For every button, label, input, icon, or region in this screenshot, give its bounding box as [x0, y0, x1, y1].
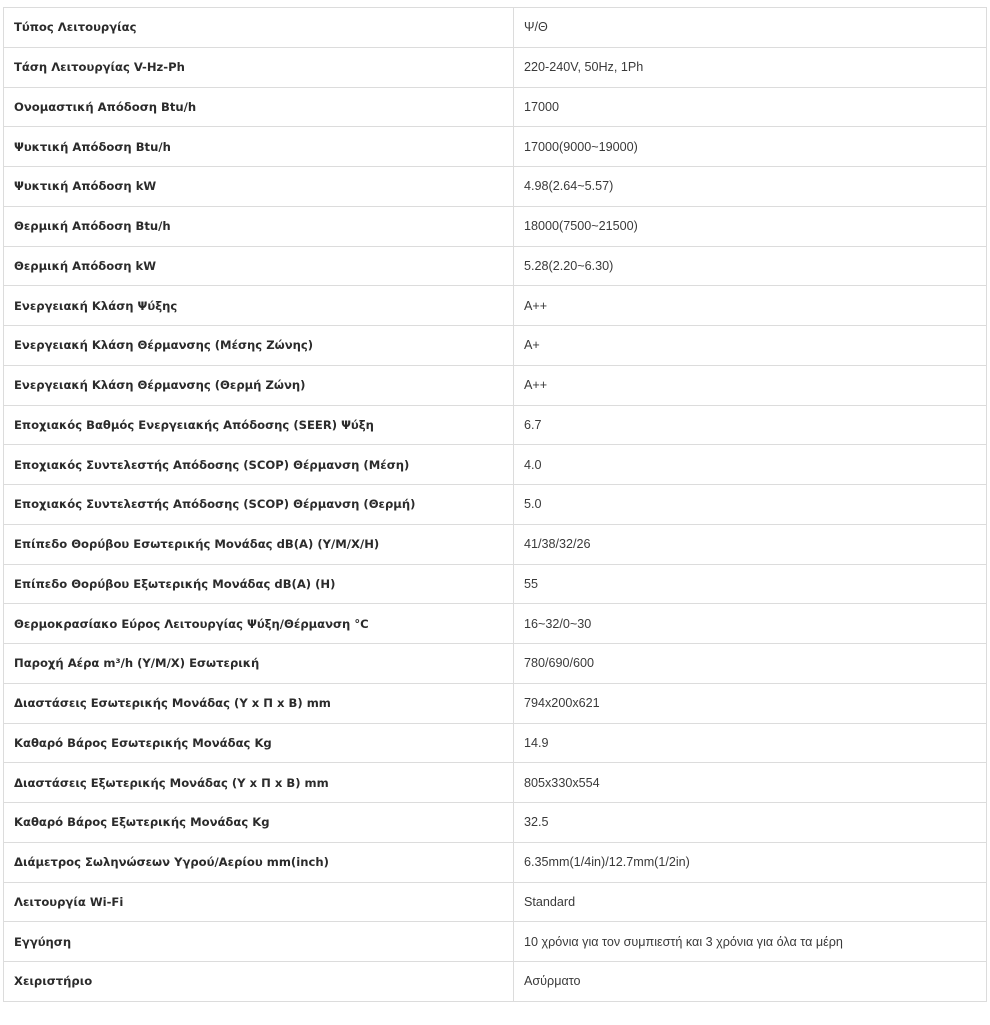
spec-label: Εποχιακός Συντελεστής Απόδοσης (SCOP) Θέρμανση (Θερμή): [4, 485, 514, 525]
spec-label: Ενεργειακή Κλάση Θέρμανσης (Μέσης Ζώνης): [4, 326, 514, 366]
spec-row: [4, 842, 987, 882]
spec-label: Ονομαστική Απόδοση Btu/h: [4, 87, 514, 127]
spec-value: Standard: [514, 882, 987, 922]
spec-label: Τύπος Λειτουργίας: [4, 8, 514, 48]
spec-value: 4.0: [514, 445, 987, 485]
spec-value: 17000(9000~19000): [514, 127, 987, 167]
spec-label: Χειριστήριο: [4, 962, 514, 1002]
spec-row: [4, 405, 987, 445]
spec-label: Ενεργειακή Κλάση Θέρμανσης (Θερμή Ζώνη): [4, 365, 514, 405]
spec-label: Εποχιακός Συντελεστής Απόδοσης (SCOP) Θέρμανση (Μέση): [4, 445, 514, 485]
spec-value: 6.35mm(1/4in)/12.7mm(1/2in): [514, 842, 987, 882]
spec-row: [4, 365, 987, 405]
spec-row: [4, 882, 987, 922]
spec-row: [4, 206, 987, 246]
spec-row: [4, 922, 987, 962]
spec-row: [4, 683, 987, 723]
spec-row: [4, 524, 987, 564]
spec-label: Θερμική Απόδοση kW: [4, 246, 514, 286]
specifications-table: [3, 7, 987, 1002]
spec-label: Θερμική Απόδοση Btu/h: [4, 206, 514, 246]
spec-label: Καθαρό Βάρος Εσωτερικής Μονάδας Kg: [4, 723, 514, 763]
spec-value: Ψ/Θ: [514, 8, 987, 48]
spec-value: 32.5: [514, 803, 987, 843]
spec-row: [4, 8, 987, 48]
spec-value: A++: [514, 365, 987, 405]
spec-label: Επίπεδο Θορύβου Εξωτερικής Μονάδας dB(A) (H): [4, 564, 514, 604]
spec-value: 794x200x621: [514, 683, 987, 723]
spec-value: 18000(7500~21500): [514, 206, 987, 246]
spec-row: [4, 286, 987, 326]
spec-row: [4, 445, 987, 485]
spec-value: 780/690/600: [514, 644, 987, 684]
spec-value: 805x330x554: [514, 763, 987, 803]
spec-row: [4, 763, 987, 803]
spec-value: 5.0: [514, 485, 987, 525]
spec-value: Ασύρματο: [514, 962, 987, 1002]
spec-label: Διάμετρος Σωληνώσεων Υγρού/Αερίου mm(inch): [4, 842, 514, 882]
spec-row: [4, 87, 987, 127]
spec-label: Παροχή Αέρα m³/h (Y/M/X) Εσωτερική: [4, 644, 514, 684]
spec-value: 4.98(2.64~5.57): [514, 167, 987, 207]
spec-label: Λειτουργία Wi-Fi: [4, 882, 514, 922]
spec-value: 55: [514, 564, 987, 604]
spec-value: 220-240V, 50Hz, 1Ph: [514, 47, 987, 87]
spec-value: 17000: [514, 87, 987, 127]
spec-label: Εποχιακός Βαθμός Ενεργειακής Απόδοσης (SEER) Ψύξη: [4, 405, 514, 445]
spec-label: Ψυκτική Απόδοση Btu/h: [4, 127, 514, 167]
spec-row: [4, 644, 987, 684]
spec-row: [4, 962, 987, 1002]
spec-label: Διαστάσεις Εξωτερικής Μονάδας (Υ x Π x Β) mm: [4, 763, 514, 803]
spec-label: Επίπεδο Θορύβου Εσωτερικής Μονάδας dB(A) (Y/M/X/H): [4, 524, 514, 564]
spec-label: Ψυκτική Απόδοση kW: [4, 167, 514, 207]
spec-value: 10 χρόνια για τον συμπιεστή και 3 χρόνια για όλα τα μέρη: [514, 922, 987, 962]
spec-label: Τάση Λειτουργίας V-Hz-Ph: [4, 47, 514, 87]
spec-row: [4, 723, 987, 763]
spec-row: [4, 47, 987, 87]
spec-label: Διαστάσεις Εσωτερικής Μονάδας (Υ x Π x Β) mm: [4, 683, 514, 723]
spec-label: Εγγύηση: [4, 922, 514, 962]
spec-label: Καθαρό Βάρος Εξωτερικής Μονάδας Kg: [4, 803, 514, 843]
spec-row: [4, 167, 987, 207]
spec-value: A++: [514, 286, 987, 326]
spec-value: 41/38/32/26: [514, 524, 987, 564]
spec-value: 6.7: [514, 405, 987, 445]
spec-value: A+: [514, 326, 987, 366]
spec-row: [4, 485, 987, 525]
spec-value: 16~32/0~30: [514, 604, 987, 644]
spec-label: Θερμοκρασίακο Εύρος Λειτουργίας Ψύξη/Θέρμανση °C: [4, 604, 514, 644]
specifications-table-body: [4, 8, 987, 1002]
spec-row: [4, 604, 987, 644]
spec-row: [4, 803, 987, 843]
spec-value: 14.9: [514, 723, 987, 763]
spec-row: [4, 326, 987, 366]
spec-row: [4, 127, 987, 167]
spec-label: Ενεργειακή Κλάση Ψύξης: [4, 286, 514, 326]
spec-row: [4, 246, 987, 286]
spec-row: [4, 564, 987, 604]
spec-value: 5.28(2.20~6.30): [514, 246, 987, 286]
